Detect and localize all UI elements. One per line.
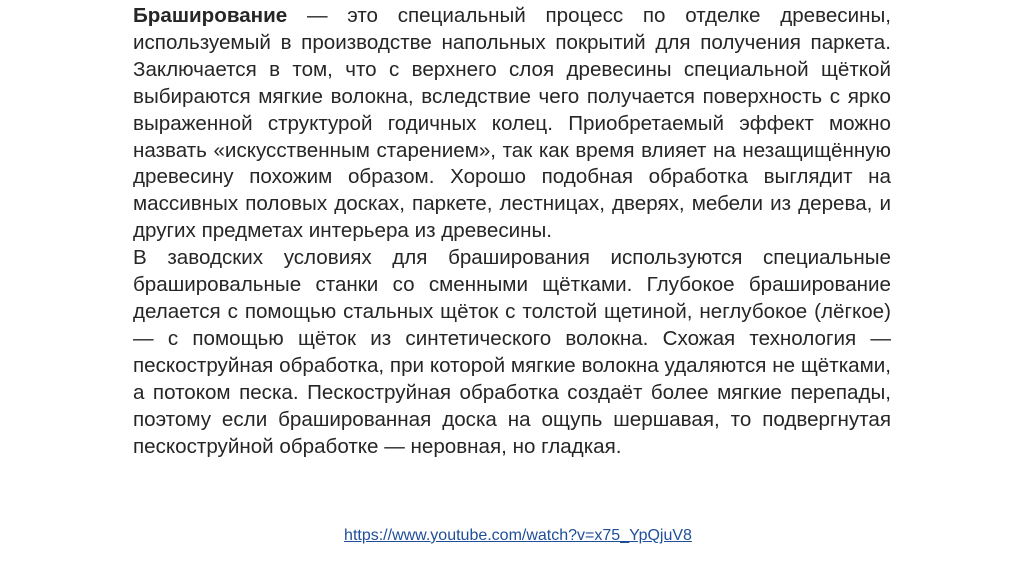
youtube-link[interactable]: https://www.youtube.com/watch?v=x75_YpQjuV8 <box>344 527 692 544</box>
term-brushing: Браширование <box>133 4 288 27</box>
main-text-block <box>133 3 891 460</box>
paragraph-brushing-definition <box>133 3 891 245</box>
link-row <box>0 525 1024 547</box>
paragraph-2-text: В заводских условиях для браширования используются специальные брашировальные станки со сменными щётками. Глубокое браширование делается с помощью стальных щёток с толстой щетиной, неглубокое (лёгкое) — с помощью щёток из синтетического волокна. Схожая технология — пескоструйная обработка, при которой мягкие волокна удаляются не щётками, а потоком песка. Пескоструйная обработка создаёт более мягкие перепады, поэтому если брашированная доска на ощупь шершавая, то подвергнутая пескоструйной обработке — неровная, но гладкая. <box>133 246 891 458</box>
paragraph-industrial-brushing <box>133 245 891 460</box>
paragraph-1-text: — это специальный процесс по отделке древесины, используемый в производстве напольных покрытий для получения паркета. Заключается в том, что с верхнего слоя древесины специальной щёткой выбираются мягкие волокна, вследствие чего получается поверхность с ярко выраженной структурой годичных колец. Приобретаемый эффект можно назвать «искусственным старением», так как время влияет на незащищённую древесину похожим образом. Хорошо подобная обработка выглядит на массивных половых досках, паркете, лестницах, дверях, мебели из дерева, и других предметах интерьера из древесины. <box>133 4 891 243</box>
